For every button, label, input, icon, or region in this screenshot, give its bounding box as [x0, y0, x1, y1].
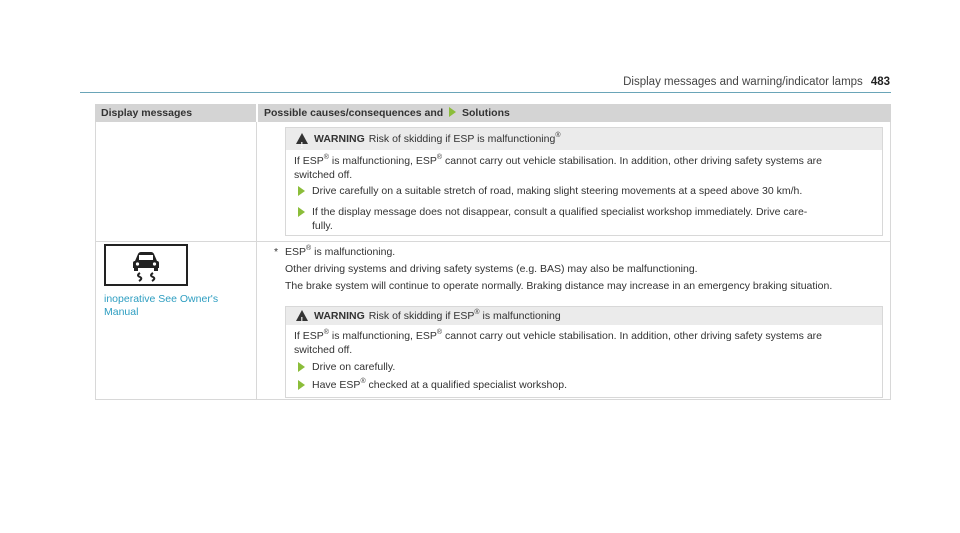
link-text: Manual [104, 306, 139, 318]
body-text: cannot carry out vehicle stabilisation. In addition, other driving safety systems are [442, 155, 823, 167]
step-text: fully. [312, 220, 333, 232]
body-text: If ESP [294, 155, 324, 167]
table-border-bottom [95, 399, 891, 400]
header-title: Display messages and warning/indicator lamps [623, 76, 863, 88]
play-arrow-icon [298, 186, 305, 196]
warning-triangle-icon [296, 310, 308, 321]
body-text: If ESP [294, 330, 324, 342]
warning-text: is malfunctioning [479, 310, 561, 322]
registered-mark: ® [436, 329, 443, 336]
registered-mark: ® [360, 378, 366, 385]
table-border-right [890, 122, 891, 400]
table-column-divider [256, 122, 257, 400]
body-text: is malfunctioning, ESP [328, 330, 437, 342]
row1-step2 [312, 205, 807, 233]
cause-text: ESP [285, 246, 307, 258]
row1-body [294, 154, 822, 182]
registered-mark: ® [323, 154, 329, 161]
row-divider [95, 241, 891, 242]
warning-triangle-icon [296, 133, 308, 144]
warning-label: WARNING [314, 133, 365, 145]
registered-mark: ® [323, 329, 329, 336]
row2-causes [285, 245, 832, 293]
header-rule [80, 92, 891, 93]
cause-text: Other driving systems and driving safety systems (e.g. BAS) may also be malfunctioning. [285, 263, 698, 275]
col-header-solutions-text: Solutions [462, 107, 510, 119]
cause-text: is malfunctioning. [311, 246, 396, 258]
row2-step2 [312, 378, 567, 392]
step-text: checked at a qualified specialist workshop. [365, 379, 567, 391]
esp-skid-car-svg [106, 246, 186, 284]
esp-skid-car-icon [104, 244, 188, 286]
play-arrow-icon [449, 107, 456, 117]
step-text: If the display message does not disappear, consult a qualified specialist workshop immediately. Drive care- [312, 206, 808, 218]
play-arrow-icon [298, 362, 305, 372]
running-header [623, 76, 890, 88]
registered-mark: ® [474, 309, 480, 316]
row2-step1 [312, 360, 395, 374]
warning-text: Risk of skidding if ESP is malfunctioning [368, 133, 556, 145]
warning-text: Risk of skidding if ESP [368, 310, 475, 322]
step-text: Have ESP [312, 379, 361, 391]
step-text: Drive on carefully. [312, 361, 396, 373]
row1-step1 [312, 184, 802, 198]
owners-manual-link[interactable] [104, 293, 218, 319]
step-text: Drive carefully on a suitable stretch of road, making slight steering movements at a speed above 30 km/h. [312, 185, 803, 197]
link-text: inoperative See Owner's [104, 293, 219, 305]
registered-mark: ® [555, 132, 561, 139]
warning-header-row1 [286, 128, 882, 150]
body-text: is malfunctioning, ESP [328, 155, 437, 167]
col-header-display-messages: Display messages [95, 104, 256, 122]
body-text: switched off. [294, 169, 353, 181]
row2-body [294, 329, 822, 357]
page-number: 483 [870, 76, 890, 88]
registered-mark: ® [436, 154, 443, 161]
play-arrow-icon [298, 380, 305, 390]
warning-label: WARNING [314, 310, 365, 322]
cause-text: The brake system will continue to operate normally. Braking distance may increase in an emergency braking situation. [285, 280, 833, 292]
table-border-left [95, 122, 96, 400]
body-text: switched off. [294, 344, 353, 356]
play-arrow-icon [298, 207, 305, 217]
row2-bullet: * [274, 246, 279, 258]
col-header-causes-solutions [258, 104, 891, 122]
warning-header-row2 [286, 307, 882, 325]
body-text: cannot carry out vehicle stabilisation. In addition, other driving safety systems are [442, 330, 823, 342]
col-header-causes-text: Possible causes/consequences and [264, 107, 444, 119]
registered-mark: ® [306, 245, 312, 252]
